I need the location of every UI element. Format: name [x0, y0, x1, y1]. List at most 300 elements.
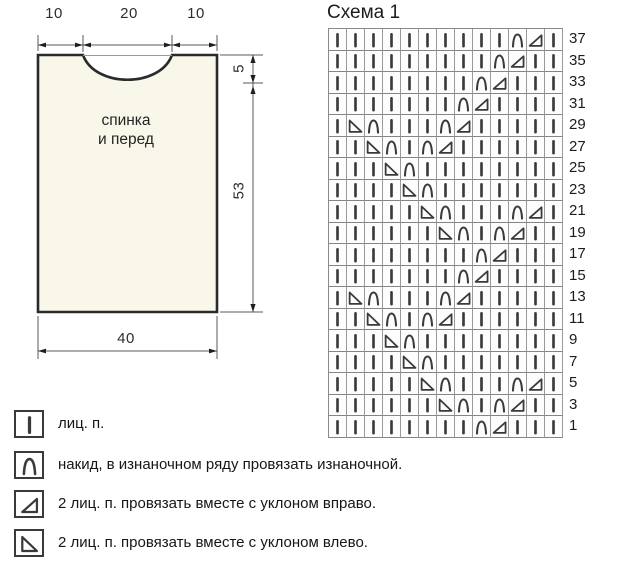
chart-cell [473, 51, 491, 73]
knit-stitch-icon [329, 222, 346, 244]
chart-cell [419, 201, 437, 223]
knit-stitch-icon [509, 244, 526, 266]
chart-cell [347, 373, 365, 395]
chart-cell [437, 223, 455, 245]
chart-cell [329, 115, 347, 137]
knit-stitch-icon [383, 201, 400, 223]
row-number: 11 [569, 309, 585, 327]
knit-stitch-icon [419, 287, 436, 309]
chart-cell [419, 94, 437, 116]
yarn-over-icon [401, 158, 418, 180]
chart-cell [509, 51, 527, 73]
chart-cell [365, 330, 383, 352]
knit-stitch-icon [509, 351, 526, 373]
yarn-over-icon [455, 265, 472, 287]
knit-stitch-icon [347, 308, 364, 330]
chart-cell [329, 201, 347, 223]
knit-stitch-icon [545, 29, 562, 51]
knit-stitch-icon [14, 410, 44, 438]
yarn-over-icon [455, 93, 472, 115]
chart-cell [455, 137, 473, 159]
chart-cell [509, 244, 527, 266]
yarn-over-icon [419, 351, 436, 373]
chart-cell [545, 266, 563, 288]
knit-stitch-icon [527, 287, 544, 309]
yarn-over-icon [365, 115, 382, 137]
chart-cell [419, 287, 437, 309]
chart-cell [491, 287, 509, 309]
knit-stitch-icon [473, 50, 490, 72]
yarn-over-icon [437, 115, 454, 137]
chart-cell [347, 180, 365, 202]
chart-cell [329, 137, 347, 159]
chart-cell [437, 29, 455, 51]
knit-stitch-icon [509, 265, 526, 287]
chart-cell [401, 309, 419, 331]
knit-stitch-icon [473, 222, 490, 244]
chart-cell [383, 352, 401, 374]
knit-stitch-icon [455, 330, 472, 352]
chart-cell [383, 51, 401, 73]
dim-bottom: 40 [117, 330, 135, 347]
knit-stitch-icon [365, 201, 382, 223]
chart-cell [455, 223, 473, 245]
yarn-over-icon [419, 136, 436, 158]
chart-cell [527, 137, 545, 159]
chart-cell [401, 373, 419, 395]
row-number: 33 [569, 73, 586, 90]
knit-stitch-icon [527, 50, 544, 72]
chart-cell [473, 201, 491, 223]
legend-label: лиц. п. [58, 415, 105, 432]
chart-cell [383, 115, 401, 137]
chart-cell [365, 352, 383, 374]
knit-stitch-icon [401, 72, 418, 94]
k2tog-right-icon [473, 265, 490, 287]
knit-stitch-icon [455, 29, 472, 51]
chart-cell [491, 115, 509, 137]
chart-cell [419, 266, 437, 288]
knit-stitch-icon [401, 222, 418, 244]
chart-cell [473, 266, 491, 288]
knit-stitch-icon [365, 50, 382, 72]
chart-cell [347, 266, 365, 288]
yarn-over-icon [491, 50, 508, 72]
knit-stitch-icon [509, 72, 526, 94]
chart-cell [473, 29, 491, 51]
chart-cell [437, 115, 455, 137]
chart-cell [509, 266, 527, 288]
chart-cell [455, 94, 473, 116]
knit-stitch-icon [401, 287, 418, 309]
knit-stitch-icon [455, 244, 472, 266]
schematic-drawing [0, 0, 300, 395]
chart-cell [347, 244, 365, 266]
yarn-over-icon [491, 222, 508, 244]
chart-cell [473, 180, 491, 202]
chart-cell [365, 223, 383, 245]
yarn-over-icon [437, 287, 454, 309]
chart-cell [347, 51, 365, 73]
knit-stitch-icon [347, 179, 364, 201]
knit-stitch-icon [473, 351, 490, 373]
chart-cell [455, 309, 473, 331]
knit-stitch-icon [365, 72, 382, 94]
chart-cell [473, 94, 491, 116]
knit-stitch-icon [527, 93, 544, 115]
row-number: 3 [569, 395, 578, 413]
piece-label-line2: и перед [98, 130, 154, 148]
chart-cell [491, 330, 509, 352]
knit-stitch-icon [383, 50, 400, 72]
knit-stitch-icon [509, 330, 526, 352]
chart-cell [473, 158, 491, 180]
knit-stitch-icon [455, 308, 472, 330]
chart-cell [545, 115, 563, 137]
knit-stitch-icon [527, 265, 544, 287]
chart-cell [365, 115, 383, 137]
yarn-over-icon [509, 29, 526, 51]
chart-cell [473, 373, 491, 395]
yarn-over-icon [383, 136, 400, 158]
dim-neck-depth: 5 [230, 64, 248, 73]
knit-stitch-icon [491, 115, 508, 137]
row-number: 37 [569, 30, 586, 47]
chart-cell [419, 373, 437, 395]
knit-stitch-icon [419, 29, 436, 51]
yarn-over-icon [509, 373, 526, 395]
knit-stitch-icon [527, 308, 544, 330]
dim-top-left: 10 [45, 5, 63, 22]
chart-cell [329, 352, 347, 374]
knit-stitch-icon [545, 136, 562, 158]
chart-cell [509, 72, 527, 94]
knit-stitch-icon [473, 373, 490, 395]
row-number: 19 [569, 223, 586, 241]
chart-cell [473, 330, 491, 352]
knit-stitch-icon [365, 351, 382, 373]
k2tog-left-icon [383, 330, 400, 352]
chart-cell [545, 330, 563, 352]
chart-cell [491, 158, 509, 180]
k2tog-right-icon [527, 373, 544, 395]
chart-cell [383, 137, 401, 159]
knit-stitch-icon [419, 222, 436, 244]
knit-stitch-icon [401, 244, 418, 266]
knit-stitch-icon [437, 29, 454, 51]
knit-stitch-icon [491, 308, 508, 330]
chart-cell [491, 201, 509, 223]
chart-cell [347, 309, 365, 331]
knit-stitch-icon [383, 265, 400, 287]
yarn-over-icon [401, 330, 418, 352]
chart-cell [365, 244, 383, 266]
knit-stitch-icon [329, 115, 346, 137]
chart-cell [401, 72, 419, 94]
knit-stitch-icon [365, 330, 382, 352]
knit-stitch-icon [347, 158, 364, 180]
chart-cell [365, 373, 383, 395]
knit-stitch-icon [437, 330, 454, 352]
chart-cell [365, 51, 383, 73]
row-number: 27 [569, 137, 586, 155]
k2tog-left-icon [14, 529, 44, 557]
knit-stitch-icon [473, 158, 490, 180]
knit-stitch-icon [455, 373, 472, 395]
chart-cell [437, 244, 455, 266]
chart-cell [347, 115, 365, 137]
knit-stitch-icon [329, 201, 346, 223]
chart-cell [383, 158, 401, 180]
knit-stitch-icon [419, 50, 436, 72]
chart-cell [347, 330, 365, 352]
knit-stitch-icon [437, 50, 454, 72]
dim-top-right: 10 [187, 5, 205, 22]
chart-cell [401, 244, 419, 266]
knit-stitch-icon [455, 201, 472, 223]
knit-stitch-icon [383, 351, 400, 373]
chart-cell [437, 94, 455, 116]
knit-stitch-icon [347, 50, 364, 72]
k2tog-left-icon [401, 179, 418, 201]
chart-cell [329, 223, 347, 245]
chart-cell [401, 180, 419, 202]
chart-cell [365, 180, 383, 202]
chart-cell [419, 223, 437, 245]
k2tog-right-icon [527, 29, 544, 51]
knit-stitch-icon [383, 287, 400, 309]
chart-cell [491, 72, 509, 94]
chart-cell [527, 51, 545, 73]
knit-stitch-icon [455, 179, 472, 201]
knit-stitch-icon [455, 158, 472, 180]
knit-stitch-icon [401, 373, 418, 395]
chart-cell [527, 29, 545, 51]
k2tog-right-icon [437, 308, 454, 330]
chart-cell [545, 137, 563, 159]
k2tog-left-icon [347, 115, 364, 137]
chart-cell [455, 373, 473, 395]
chart-cell [527, 244, 545, 266]
chart-cell [401, 266, 419, 288]
chart-cell [455, 51, 473, 73]
chart-cell [509, 29, 527, 51]
knit-stitch-icon [365, 373, 382, 395]
chart-cell [329, 373, 347, 395]
chart-cell [455, 352, 473, 374]
chart-cell [329, 287, 347, 309]
chart-cell [329, 72, 347, 94]
legend-label: накид, в изнаночном ряду провязать изнаночной. [58, 456, 403, 473]
knit-stitch-icon [545, 351, 562, 373]
knit-stitch-icon [491, 201, 508, 223]
chart-cell [401, 115, 419, 137]
chart-cell [455, 266, 473, 288]
knit-stitch-icon [365, 29, 382, 51]
chart-cell [365, 201, 383, 223]
chart-cell [365, 29, 383, 51]
yarn-over-icon [419, 308, 436, 330]
chart-cell [347, 352, 365, 374]
knit-stitch-icon [419, 93, 436, 115]
knit-stitch-icon [401, 93, 418, 115]
piece-label [56, 112, 196, 149]
chart-cell [383, 180, 401, 202]
row-number: 15 [569, 266, 586, 284]
knit-stitch-icon [473, 29, 490, 51]
chart-cell [473, 223, 491, 245]
row-number: 35 [569, 51, 586, 69]
knit-stitch-icon [17, 412, 42, 437]
k2tog-right-icon [14, 490, 44, 518]
knit-stitch-icon [401, 308, 418, 330]
knit-stitch-icon [329, 29, 346, 51]
chart-cell [491, 94, 509, 116]
knit-stitch-icon [437, 265, 454, 287]
chart-cell [455, 330, 473, 352]
knit-stitch-icon [545, 287, 562, 309]
chart-cell [329, 158, 347, 180]
chart-cell [437, 51, 455, 73]
k2tog-left-icon [419, 201, 436, 223]
knit-stitch-icon [401, 29, 418, 51]
knit-stitch-icon [437, 93, 454, 115]
knit-stitch-icon [383, 93, 400, 115]
chart-cell [527, 72, 545, 94]
chart-cell [527, 266, 545, 288]
chart-cell [365, 72, 383, 94]
knit-stitch-icon [545, 373, 562, 395]
knit-stitch-icon [527, 222, 544, 244]
chart-cell [365, 287, 383, 309]
chart-cell [473, 352, 491, 374]
row-number: 1 [569, 417, 578, 434]
knit-stitch-icon [419, 115, 436, 137]
chart-cell [491, 51, 509, 73]
row-number: 25 [569, 159, 586, 176]
chart-cell [419, 137, 437, 159]
knit-stitch-icon [545, 115, 562, 137]
chart-cell [455, 180, 473, 202]
chart-cell [545, 373, 563, 395]
knit-stitch-icon [383, 72, 400, 94]
knit-stitch-icon [473, 308, 490, 330]
chart-cell [473, 244, 491, 266]
knit-stitch-icon [401, 50, 418, 72]
row-number: 13 [569, 288, 586, 305]
chart-cell [491, 373, 509, 395]
chart-cell [419, 244, 437, 266]
chart-cell [437, 201, 455, 223]
chart-cell [401, 94, 419, 116]
k2tog-right-icon [509, 222, 526, 244]
knit-stitch-icon [491, 351, 508, 373]
chart-cell [383, 29, 401, 51]
chart-cell [455, 115, 473, 137]
knit-stitch-icon [419, 244, 436, 266]
knit-stitch-icon [491, 265, 508, 287]
knit-stitch-icon [419, 265, 436, 287]
garment-schematic [0, 0, 300, 395]
chart-cell [419, 29, 437, 51]
chart-cell [473, 287, 491, 309]
knit-stitch-icon [347, 29, 364, 51]
chart-grid [328, 28, 563, 438]
knit-stitch-icon [365, 158, 382, 180]
knit-stitch-icon [329, 50, 346, 72]
knit-stitch-icon [473, 287, 490, 309]
knit-stitch-icon [437, 72, 454, 94]
chart-cell [401, 352, 419, 374]
chart-cell [437, 330, 455, 352]
chart-cell [473, 137, 491, 159]
chart-cell [347, 72, 365, 94]
knit-stitch-icon [383, 373, 400, 395]
knit-stitch-icon [329, 179, 346, 201]
chart-cell [437, 137, 455, 159]
knit-stitch-icon [527, 244, 544, 266]
knit-stitch-icon [491, 287, 508, 309]
knit-stitch-icon [473, 115, 490, 137]
chart-cell [329, 29, 347, 51]
knit-stitch-icon [329, 373, 346, 395]
chart-cell [401, 223, 419, 245]
chart-cell [347, 137, 365, 159]
k2tog-right-icon [455, 287, 472, 309]
yarn-over-icon [383, 308, 400, 330]
chart-cell [491, 309, 509, 331]
dim-side: 53 [230, 181, 248, 200]
knit-stitch-icon [401, 201, 418, 223]
chart-cell [545, 94, 563, 116]
knit-stitch-icon [347, 244, 364, 266]
knit-stitch-icon [383, 222, 400, 244]
knit-stitch-icon [509, 115, 526, 137]
chart-cell [491, 352, 509, 374]
legend-label: 2 лиц. п. провязать вместе с уклоном вправо. [58, 495, 377, 512]
chart-cell [545, 352, 563, 374]
chart-cell [527, 352, 545, 374]
chart-cell [383, 223, 401, 245]
knit-stitch-icon [491, 330, 508, 352]
chart-cell [491, 266, 509, 288]
knit-stitch-icon [473, 136, 490, 158]
knit-stitch-icon [509, 158, 526, 180]
knit-stitch-icon [527, 115, 544, 137]
yarn-over-icon [437, 201, 454, 223]
chart-cell [527, 201, 545, 223]
chart-cell [401, 201, 419, 223]
legend-label: 2 лиц. п. провязать вместе с уклоном влево. [58, 534, 368, 551]
chart-cell [383, 266, 401, 288]
chart-cell [383, 201, 401, 223]
knit-stitch-icon [509, 308, 526, 330]
dim-top-mid: 20 [120, 5, 138, 22]
chart-cell [437, 72, 455, 94]
knit-stitch-icon [347, 93, 364, 115]
chart-cell [545, 51, 563, 73]
yarn-over-icon [473, 72, 490, 94]
knit-stitch-icon [545, 50, 562, 72]
knit-stitch-icon [347, 265, 364, 287]
chart-cell [383, 309, 401, 331]
chart-cell [437, 352, 455, 374]
chart-cell [437, 158, 455, 180]
chart-cell [401, 158, 419, 180]
chart-cell [419, 180, 437, 202]
chart-cell [545, 158, 563, 180]
chart-cell [509, 330, 527, 352]
